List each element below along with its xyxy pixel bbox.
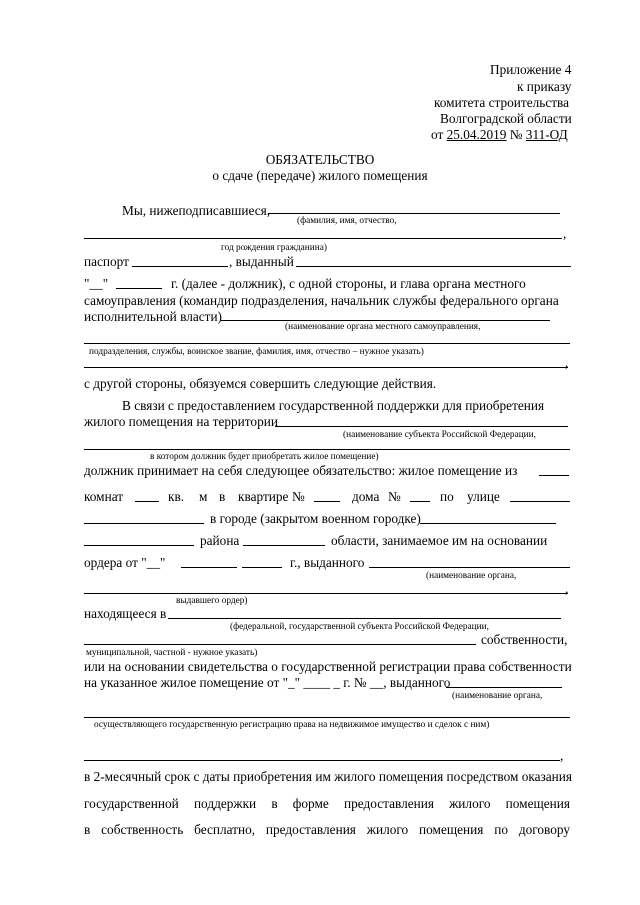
rooms-word-5: квартире (238, 489, 289, 504)
comma: , (563, 226, 567, 241)
subject-field-cont[interactable] (84, 449, 570, 450)
order-year-field[interactable] (242, 567, 282, 568)
appendix-label: Приложение 4 (490, 62, 572, 77)
located-in-label: находящееся в (84, 606, 167, 621)
word: жилого (449, 796, 491, 811)
order-number: 311-ОД (525, 127, 568, 142)
street-field-cont[interactable] (84, 523, 204, 524)
appendix-to-order: к приказу (517, 79, 572, 94)
hint-birth-year: год рождения гражданина) (221, 243, 327, 253)
rooms-word-7: дома (352, 489, 380, 504)
ownership-free-line (84, 822, 570, 838)
word: в (84, 822, 91, 837)
word: в (271, 796, 278, 811)
region-field[interactable] (243, 545, 325, 546)
apartment-number-field[interactable] (314, 501, 340, 502)
ownership-label: собственности, (481, 632, 568, 647)
two-month-term-text: в 2-месячный срок с даты приобретения им жилого помещения посредством оказания (84, 769, 573, 784)
passport-label: паспорт (84, 254, 129, 269)
comma-3: , (565, 581, 569, 596)
passport-number-field[interactable] (132, 266, 228, 267)
word: помещения (419, 822, 484, 837)
word: жилого (366, 822, 409, 837)
hint-subject: (наименование субъекта Российской Федерации, (343, 430, 536, 440)
order-issuer-field-cont[interactable] (84, 593, 568, 594)
document-subtitle: о сдаче (передаче) жилого помещения (212, 168, 428, 183)
order-month-field[interactable] (181, 567, 237, 568)
subject-field[interactable] (275, 426, 568, 427)
rooms-word-10: улице (467, 489, 500, 504)
word: собственность (101, 822, 184, 837)
in-connection-text: В связи с предоставлением государственной поддержки для приобретения (122, 398, 545, 413)
district-label: района (200, 533, 240, 548)
hint-org-name: (наименование органа, (426, 571, 517, 581)
hint-org-name-2: (наименование органа, (452, 691, 543, 701)
area-field[interactable] (135, 501, 159, 502)
word: бесплатно, (194, 822, 256, 837)
document-title: ОБЯЗАТЕЛЬСТВО (265, 152, 375, 167)
local-gov-field[interactable] (221, 320, 550, 321)
undersigned-label: Мы, нижеподписавшиеся, (122, 203, 271, 218)
rooms-word-2: кв. (168, 489, 185, 504)
in-city-label: в городе (закрытом военном городке) (210, 511, 421, 526)
room-count-field[interactable] (539, 475, 569, 476)
hint-where-acquire: в котором должник будет приобретать жилое помещение) (150, 452, 379, 462)
comma-4: , (560, 748, 564, 763)
city-field[interactable] (420, 523, 556, 524)
appendix-region: Волгоградской области (440, 111, 572, 126)
house-number-field[interactable] (410, 501, 430, 502)
word: поддержки (193, 796, 257, 811)
state-support-line (84, 796, 570, 812)
date-month-field[interactable] (116, 288, 162, 289)
registrar-field-cont-2[interactable] (84, 760, 560, 761)
ownership-type-field[interactable] (168, 618, 561, 619)
region-occupied-text: области, занимаемое им на основании (331, 533, 548, 548)
rooms-word-8: № (388, 489, 401, 504)
passport-issuer-field[interactable] (296, 266, 571, 267)
fio-field[interactable] (268, 213, 560, 214)
word: предоставления (265, 822, 356, 837)
rooms-word-6: № (292, 489, 305, 504)
hint-ownership: (федеральной, государственной субъекта Российской Федерации, (230, 622, 489, 632)
rooms-word-4: в (219, 489, 226, 504)
order-date: 25.04.2019 (446, 127, 507, 142)
hint-registration: осуществляющего государственную регистрацию права на недвижимое имущество и сделок с ним) (94, 720, 490, 730)
debtor-text: г. (далее - должник), с одной стороны, и глава органа местного (171, 276, 526, 291)
rooms-word-9: по (440, 489, 454, 504)
hint-issued-order: выдавшего ордер) (176, 596, 248, 606)
rooms-word-1: комнат (84, 489, 124, 504)
word: помещения (505, 796, 570, 811)
executive-power-label: исполнительной власти) (84, 309, 222, 324)
debtor-accepts-text: должник принимает на себя следующее обязательство: жилое помещение из (84, 463, 518, 478)
other-side-text: с другой стороны, обязуемся совершить следующие действия. (84, 376, 437, 391)
word: предоставления (343, 796, 434, 811)
self-government-text: самоуправления (командир подразделения, начальник службы федерального органа (84, 293, 559, 308)
appendix-committee: комитета строительства (434, 95, 570, 110)
division-field[interactable] (84, 343, 570, 344)
order-from-label: ордера от "__" (84, 555, 166, 570)
order-issuer-field[interactable] (369, 567, 570, 568)
appendix-date-line: от 25.04.2019 № 311-ОД (431, 127, 568, 142)
word: форме (292, 796, 329, 811)
registrar-field-cont[interactable] (84, 717, 570, 718)
registrar-field[interactable] (446, 687, 562, 688)
fio-field-cont[interactable] (84, 238, 562, 239)
district-field[interactable] (84, 545, 194, 546)
hint-municipal: муниципальной, частной - нужное указать) (86, 648, 258, 658)
rooms-word-3: м (199, 489, 208, 504)
year-issued-label: г., выданного (290, 555, 365, 570)
for-specified-text: на указанное жилое помещение от "_" ____ _ г. № __, выданного (84, 675, 451, 690)
hint-division: подразделения, службы, воинское звание, фамилия, имя, отчество – нужное указать) (89, 347, 424, 357)
word: государственной (84, 796, 179, 811)
date-day-field: "__" (84, 276, 109, 291)
housing-territory-label: жилого помещения на территории (84, 414, 278, 429)
word: договору (518, 822, 570, 837)
issued-by-label: , выданный (229, 254, 294, 269)
ownership-type-field-cont[interactable] (84, 644, 476, 645)
hint-local-gov: (наименование органа местного самоуправления, (285, 322, 481, 332)
word: по (494, 822, 508, 837)
comma-2: , (565, 355, 569, 370)
or-certificate-text: или на основании свидетельства о государственной регистрации права собственности (84, 659, 572, 674)
hint-fio: (фамилия, имя, отчество, (297, 216, 397, 226)
division-field-cont[interactable] (84, 367, 568, 368)
street-field[interactable] (510, 501, 570, 502)
